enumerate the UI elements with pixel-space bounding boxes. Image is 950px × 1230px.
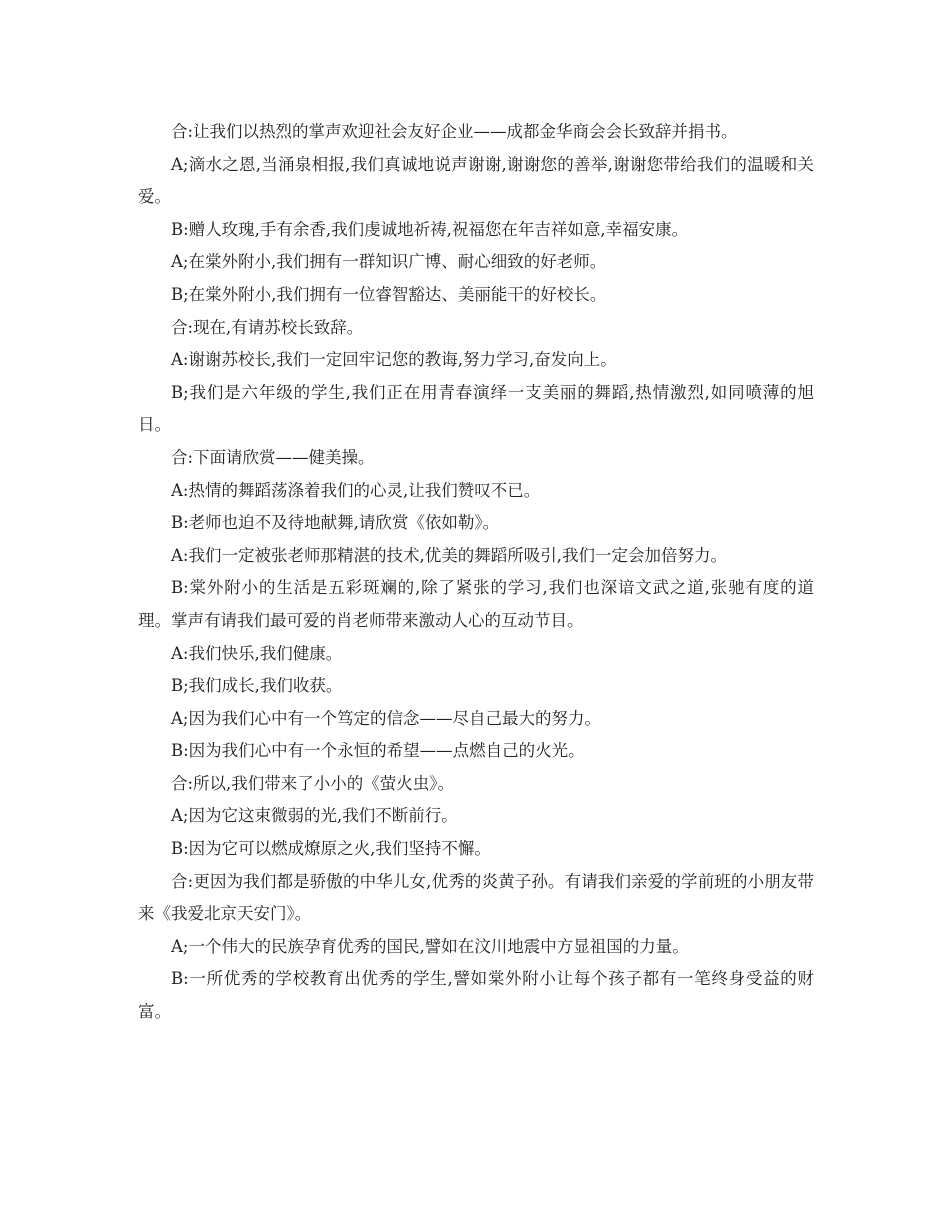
paragraph: A;滴水之恩,当涌泉相报,我们真诚地说声谢谢,谢谢您的善举,谢谢您带给我们的温暖和关爱。 — [138, 154, 814, 207]
paragraph: 合:现在,有请苏校长致辞。 — [171, 317, 364, 337]
paragraph: B:因为它可以燃成燎原之火,我们坚持不懈。 — [171, 839, 491, 859]
paragraph: A:热情的舞蹈荡涤着我们的心灵,让我们赞叹不已。 — [171, 480, 541, 500]
paragraph: 合:更因为我们都是骄傲的中华儿女,优秀的炎黄子孙。有请我们亲爱的学前班的小朋友带来《我爱北京天安门》。 — [138, 871, 814, 924]
paragraph: A;在棠外附小,我们拥有一群知识广博、耐心细致的好老师。 — [171, 252, 607, 272]
paragraph: 合:所以,我们带来了小小的《萤火虫》。 — [171, 773, 455, 793]
paragraph: B;我们是六年级的学生,我们正在用青春演绎一支美丽的舞蹈,热情激烈,如同喷薄的旭日。 — [138, 382, 814, 435]
paragraph: A:谢谢苏校长,我们一定回牢记您的教诲,努力学习,奋发向上。 — [171, 350, 617, 370]
paragraph: B;在棠外附小,我们拥有一位睿智豁达、美丽能干的好校长。 — [171, 284, 607, 304]
paragraph: 合:让我们以热烈的掌声欢迎社会友好企业——成都金华商会会长致辞并捐书。 — [171, 122, 738, 141]
paragraph: A:我们快乐,我们健康。 — [171, 643, 343, 663]
paragraph: B:老师也迫不及待地献舞,请欣赏《依如勒》。 — [171, 513, 500, 533]
paragraph: 合:下面请欣赏——健美操。 — [171, 447, 375, 467]
paragraph: A;因为我们心中有一个笃定的信念——尽自己最大的努力。 — [171, 708, 601, 728]
document-body — [138, 116, 814, 1029]
paragraph: B:一所优秀的学校教育出优秀的学生,譬如棠外附小让每个孩子都有一笔终身受益的财富。 — [138, 969, 814, 1022]
paragraph: A;因为它这束微弱的光,我们不断前行。 — [171, 806, 458, 826]
paragraph: A:我们一定被张老师那精湛的技术,优美的舞蹈所吸引,我们一定会加倍努力。 — [171, 545, 727, 565]
paragraph: B:因为我们心中有一个永恒的希望——点燃自己的火光。 — [171, 741, 585, 761]
paragraph: A;一个伟大的民族孕育优秀的国民,譬如在汶川地震中方显祖国的力量。 — [171, 936, 689, 956]
paragraph: B:赠人玫瑰,手有余香,我们虔诚地祈祷,祝福您在年吉祥如意,幸福安康。 — [171, 219, 689, 239]
paragraph: B;我们成长,我们收获。 — [171, 676, 343, 696]
paragraph: B:棠外附小的生活是五彩斑斓的,除了紧张的学习,我们也深谙文武之道,张驰有度的道理。掌声有请我们最可爱的肖老师带来激动人心的互动节目。 — [138, 578, 814, 630]
